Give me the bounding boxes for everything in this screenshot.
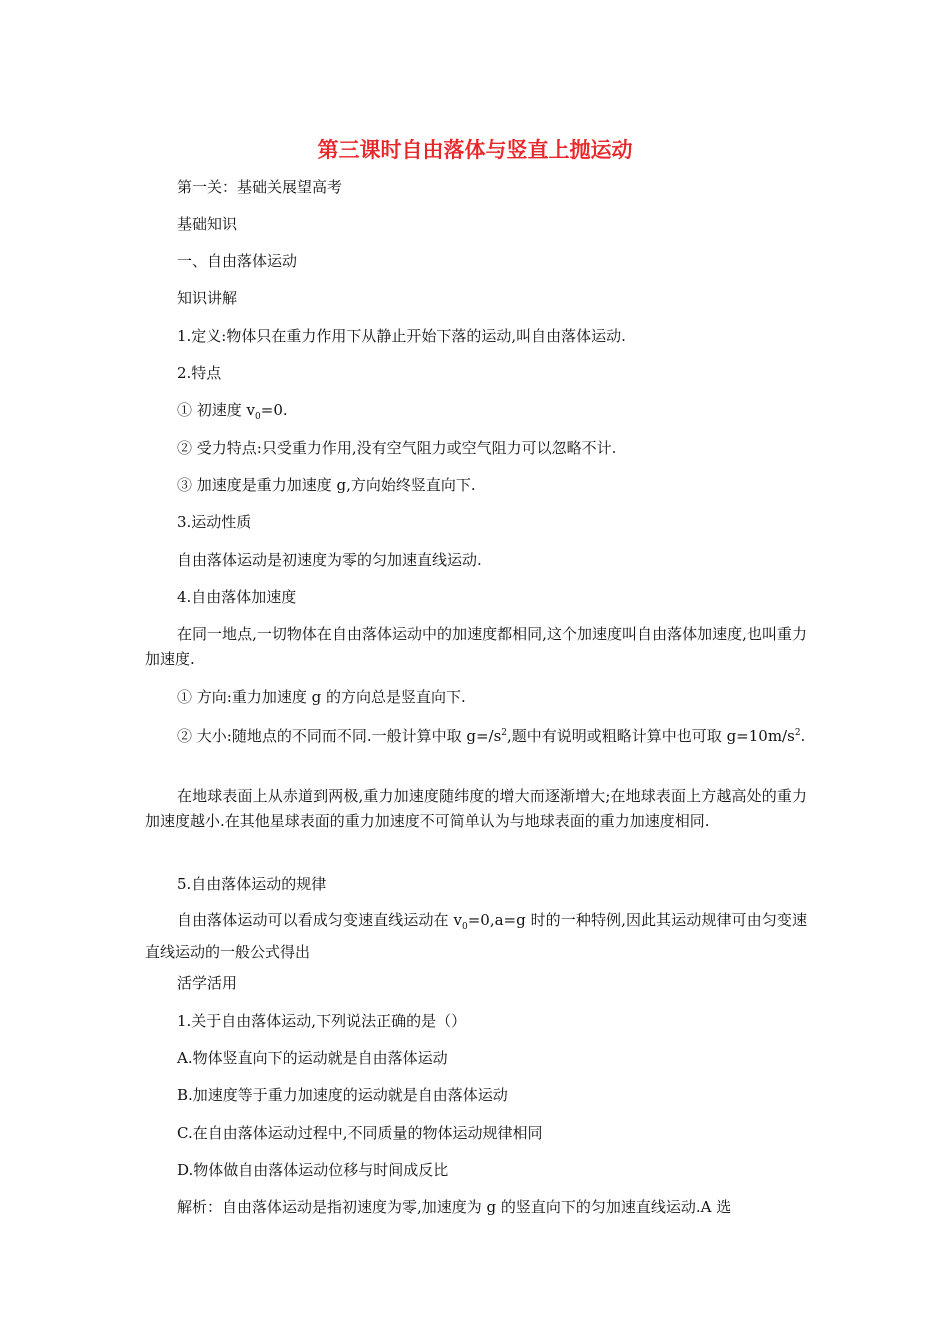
- subheading: 活学活用: [177, 974, 238, 992]
- subheading: 一、自由落体运动: [177, 252, 298, 270]
- text-span: =0,a=g 时的一种特例,因此其运动规律可由匀变速直线运动的一般公式得出: [145, 911, 808, 961]
- paragraph: 2.特点: [177, 364, 222, 382]
- paragraph: 5.自由落体运动的规律: [177, 875, 327, 893]
- paragraph: 1.定义:物体只在重力作用下从静止开始下落的运动,叫自由落体运动.: [177, 327, 626, 345]
- superscript: 2: [501, 728, 508, 738]
- option-d: D.物体做自由落体运动位移与时间成反比: [177, 1161, 449, 1179]
- paragraph: 在同一地点,一切物体在自由落体运动中的加速度都相同,这个加速度叫自由落体加速度,也叫重力加速度.: [145, 625, 807, 668]
- text-span: =0.: [260, 401, 288, 419]
- text-span: ① 初速度 v: [177, 401, 256, 419]
- paragraph: 自由落体运动是初速度为零的匀加速直线运动.: [177, 551, 482, 569]
- paragraph: 在地球表面上从赤道到两极,重力加速度随纬度的增大而逐渐增大;在地球表面上方越高处的重力加速度越小.在其他星球表面的重力加速度不可简单认为与地球表面的重力加速度相同.: [145, 787, 807, 830]
- subscript: 0: [255, 412, 261, 422]
- superscript: 2: [794, 728, 801, 738]
- question: 1.关于自由落体运动,下列说法正确的是（）: [177, 1012, 467, 1030]
- text-span: ② 大小:随地点的不同而不同.一般计算中取 g=/s: [177, 727, 502, 745]
- subheading: 基础知识: [177, 215, 238, 233]
- paragraph: ③ 加速度是重力加速度 g,方向始终竖直向下.: [177, 476, 476, 494]
- subscript: 0: [462, 922, 468, 932]
- option-a: A.物体竖直向下的运动就是自由落体运动: [177, 1049, 448, 1067]
- option-b: B.加速度等于重力加速度的运动就是自由落体运动: [177, 1086, 508, 1104]
- subheading: 知识讲解: [177, 289, 238, 307]
- paragraph: ② 受力特点:只受重力作用,没有空气阻力或空气阻力可以忽略不计.: [177, 439, 617, 457]
- paragraph: [145, 908, 807, 965]
- paragraph: 3.运动性质: [177, 513, 252, 531]
- section-heading: 第一关：基础关展望高考: [177, 178, 343, 196]
- text-span: ,题中有说明或粗略计算中也可取 g=10m/s: [507, 727, 795, 745]
- option-c: C.在自由落体运动过程中,不同质量的物体运动规律相同: [177, 1124, 543, 1142]
- paragraph: [145, 721, 807, 749]
- text-span: 自由落体运动可以看成匀变速直线运动在 v: [177, 911, 462, 929]
- page-title: 第三课时自由落体与竖直上抛运动: [317, 138, 633, 162]
- paragraph: [145, 398, 807, 430]
- text-span: .: [800, 727, 806, 745]
- analysis: 解析：自由落体运动是指初速度为零,加速度为 g 的竖直向下的匀加速直线运动.A 选: [177, 1198, 732, 1216]
- paragraph: 4.自由落体加速度: [177, 588, 297, 606]
- paragraph: ① 方向:重力加速度 g 的方向总是竖直向下.: [177, 688, 466, 706]
